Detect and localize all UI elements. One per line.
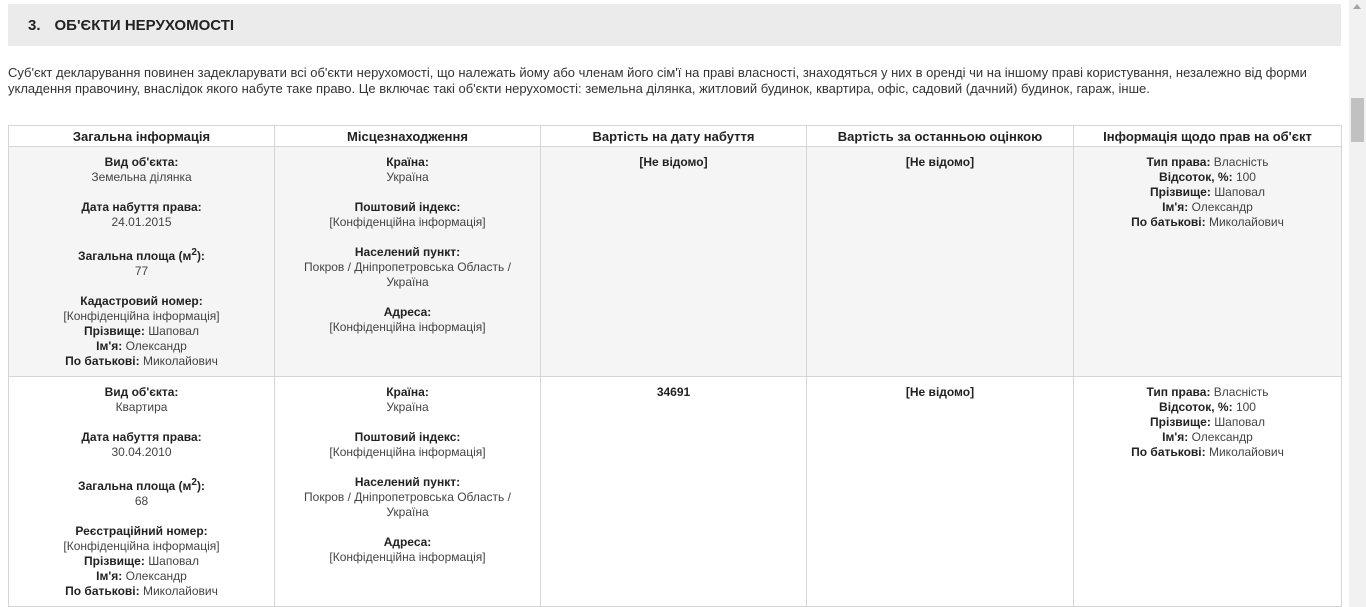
general-info-cell <box>9 147 275 377</box>
total-area: Загальна площа $(м^2)$: 77 <box>13 245 270 279</box>
table-row <box>9 377 1342 607</box>
last-valuation-cell: [Не відомо] <box>807 147 1074 377</box>
country: Країна: Україна <box>386 385 429 414</box>
acquisition-date: Дата набуття права: 30.04.2010 <box>13 430 270 460</box>
total-area-value: 68 <box>134 494 149 508</box>
location-cell <box>275 147 541 377</box>
registration-number-value: [Конфіденційна інформація] <box>63 539 220 553</box>
last-valuation-cell: [Не відомо] <box>807 377 1074 607</box>
acquisition-date-value: 30.04.2010 <box>111 445 172 459</box>
column-header-general: Загальна інформація <box>9 126 275 147</box>
table-header-row <box>9 126 1342 147</box>
right-type-line: Тип права: Власність <box>1146 385 1269 399</box>
column-header-last-valuation: Вартість за останньою оцінкою <box>807 126 1074 147</box>
postal-code: Поштовий індекс: [Конфіденційна інформація] <box>329 200 486 229</box>
surname-line: Прізвище: Шаповал <box>84 324 199 338</box>
section-header <box>8 4 1341 46</box>
object-type-value: Земельна ділянка <box>91 170 192 184</box>
settlement: Населений пункт: Покров / Дніпропетровська Область / Україна <box>304 475 511 519</box>
owner-surname-line: Прізвище: Шаповал <box>1150 185 1265 199</box>
acquisition-date-value: 24.01.2015 <box>111 215 172 229</box>
registration-number: Реєстраційний номер: [Конфіденційна інформація] Прізвище: Шаповал Ім'я: Олександр По батькові: Миколайович <box>13 524 270 599</box>
section-description: Суб'єкт декларування повинен задекларувати всі об'єкти нерухомості, що належать йому або членам його сім'ї на праві власності, знаходяться у них в оренді чи на іншому праві користування, незалежно від форми укладення правочину, внаслідок якого набуте таке право. Це включає такі об'єкти нерухомості: земельна ділянка, житловий будинок, квартира, офіс, садовий (дачний) будинок, гараж, інше. <box>8 65 1307 96</box>
total-area: Загальна площа $(м^2)$: 68 <box>13 475 270 509</box>
general-info-cell <box>9 377 275 607</box>
postal-code: Поштовий індекс: [Конфіденційна інформація] <box>329 430 486 459</box>
total-area-value: 77 <box>134 264 149 278</box>
registration-number: Кадастровий номер: [Конфіденційна інформація] Прізвище: Шаповал Ім'я: Олександр По батькові: Миколайович <box>13 294 270 369</box>
patronymic-line: По батькові: Миколайович <box>65 354 218 368</box>
column-header-acquisition-cost: Вартість на дату набуття <box>541 126 807 147</box>
name-line: Ім'я: Олександр <box>96 339 187 353</box>
scroll-up-arrow-icon[interactable] <box>1353 4 1361 9</box>
share-line: Відсоток, %: 100 <box>1159 400 1256 414</box>
object-type-value: Квартира <box>115 400 168 414</box>
name-line: Ім'я: Олександр <box>96 569 187 583</box>
owner-name-line: Ім'я: Олександр <box>1162 200 1253 214</box>
object-type: Вид об'єкта: Земельна ділянка <box>13 155 270 185</box>
acquisition-cost-cell: [Не відомо] <box>541 147 807 377</box>
column-header-location: Місцезнаходження <box>275 126 541 147</box>
acquisition-date: Дата набуття права: 24.01.2015 <box>13 200 270 230</box>
owner-name-line: Ім'я: Олександр <box>1162 430 1253 444</box>
section-title: ОБ'ЄКТИ НЕРУХОМОСТІ <box>54 16 235 34</box>
registration-number-value: [Конфіденційна інформація] <box>63 309 220 323</box>
share-line: Відсоток, %: 100 <box>1159 170 1256 184</box>
location-cell <box>275 377 541 607</box>
vertical-scrollbar[interactable] <box>1349 0 1366 607</box>
settlement: Населений пункт: Покров / Дніпропетровська Область / Україна <box>304 245 511 289</box>
address: Адреса: [Конфіденційна інформація] <box>329 305 486 334</box>
right-type-line: Тип права: Власність <box>1146 155 1269 169</box>
rights-info-cell <box>1074 147 1342 377</box>
surname-line: Прізвище: Шаповал <box>84 554 199 568</box>
owner-patronymic-line: По батькові: Миколайович <box>1131 445 1284 459</box>
address: Адреса: [Конфіденційна інформація] <box>329 535 486 564</box>
acquisition-cost-cell: 34691 <box>541 377 807 607</box>
scrollbar-thumb[interactable] <box>1351 98 1364 142</box>
patronymic-line: По батькові: Миколайович <box>65 584 218 598</box>
table-row <box>9 147 1342 377</box>
owner-patronymic-line: По батькові: Миколайович <box>1131 215 1284 229</box>
real-estate-table <box>8 125 1342 607</box>
owner-surname-line: Прізвище: Шаповал <box>1150 415 1265 429</box>
country: Країна: Україна <box>386 155 429 184</box>
object-type: Вид об'єкта: Квартира <box>13 385 270 415</box>
column-header-rights-info: Інформація щодо прав на об'єкт <box>1074 126 1342 147</box>
rights-info-cell <box>1074 377 1342 607</box>
section-number: 3. <box>28 16 41 34</box>
